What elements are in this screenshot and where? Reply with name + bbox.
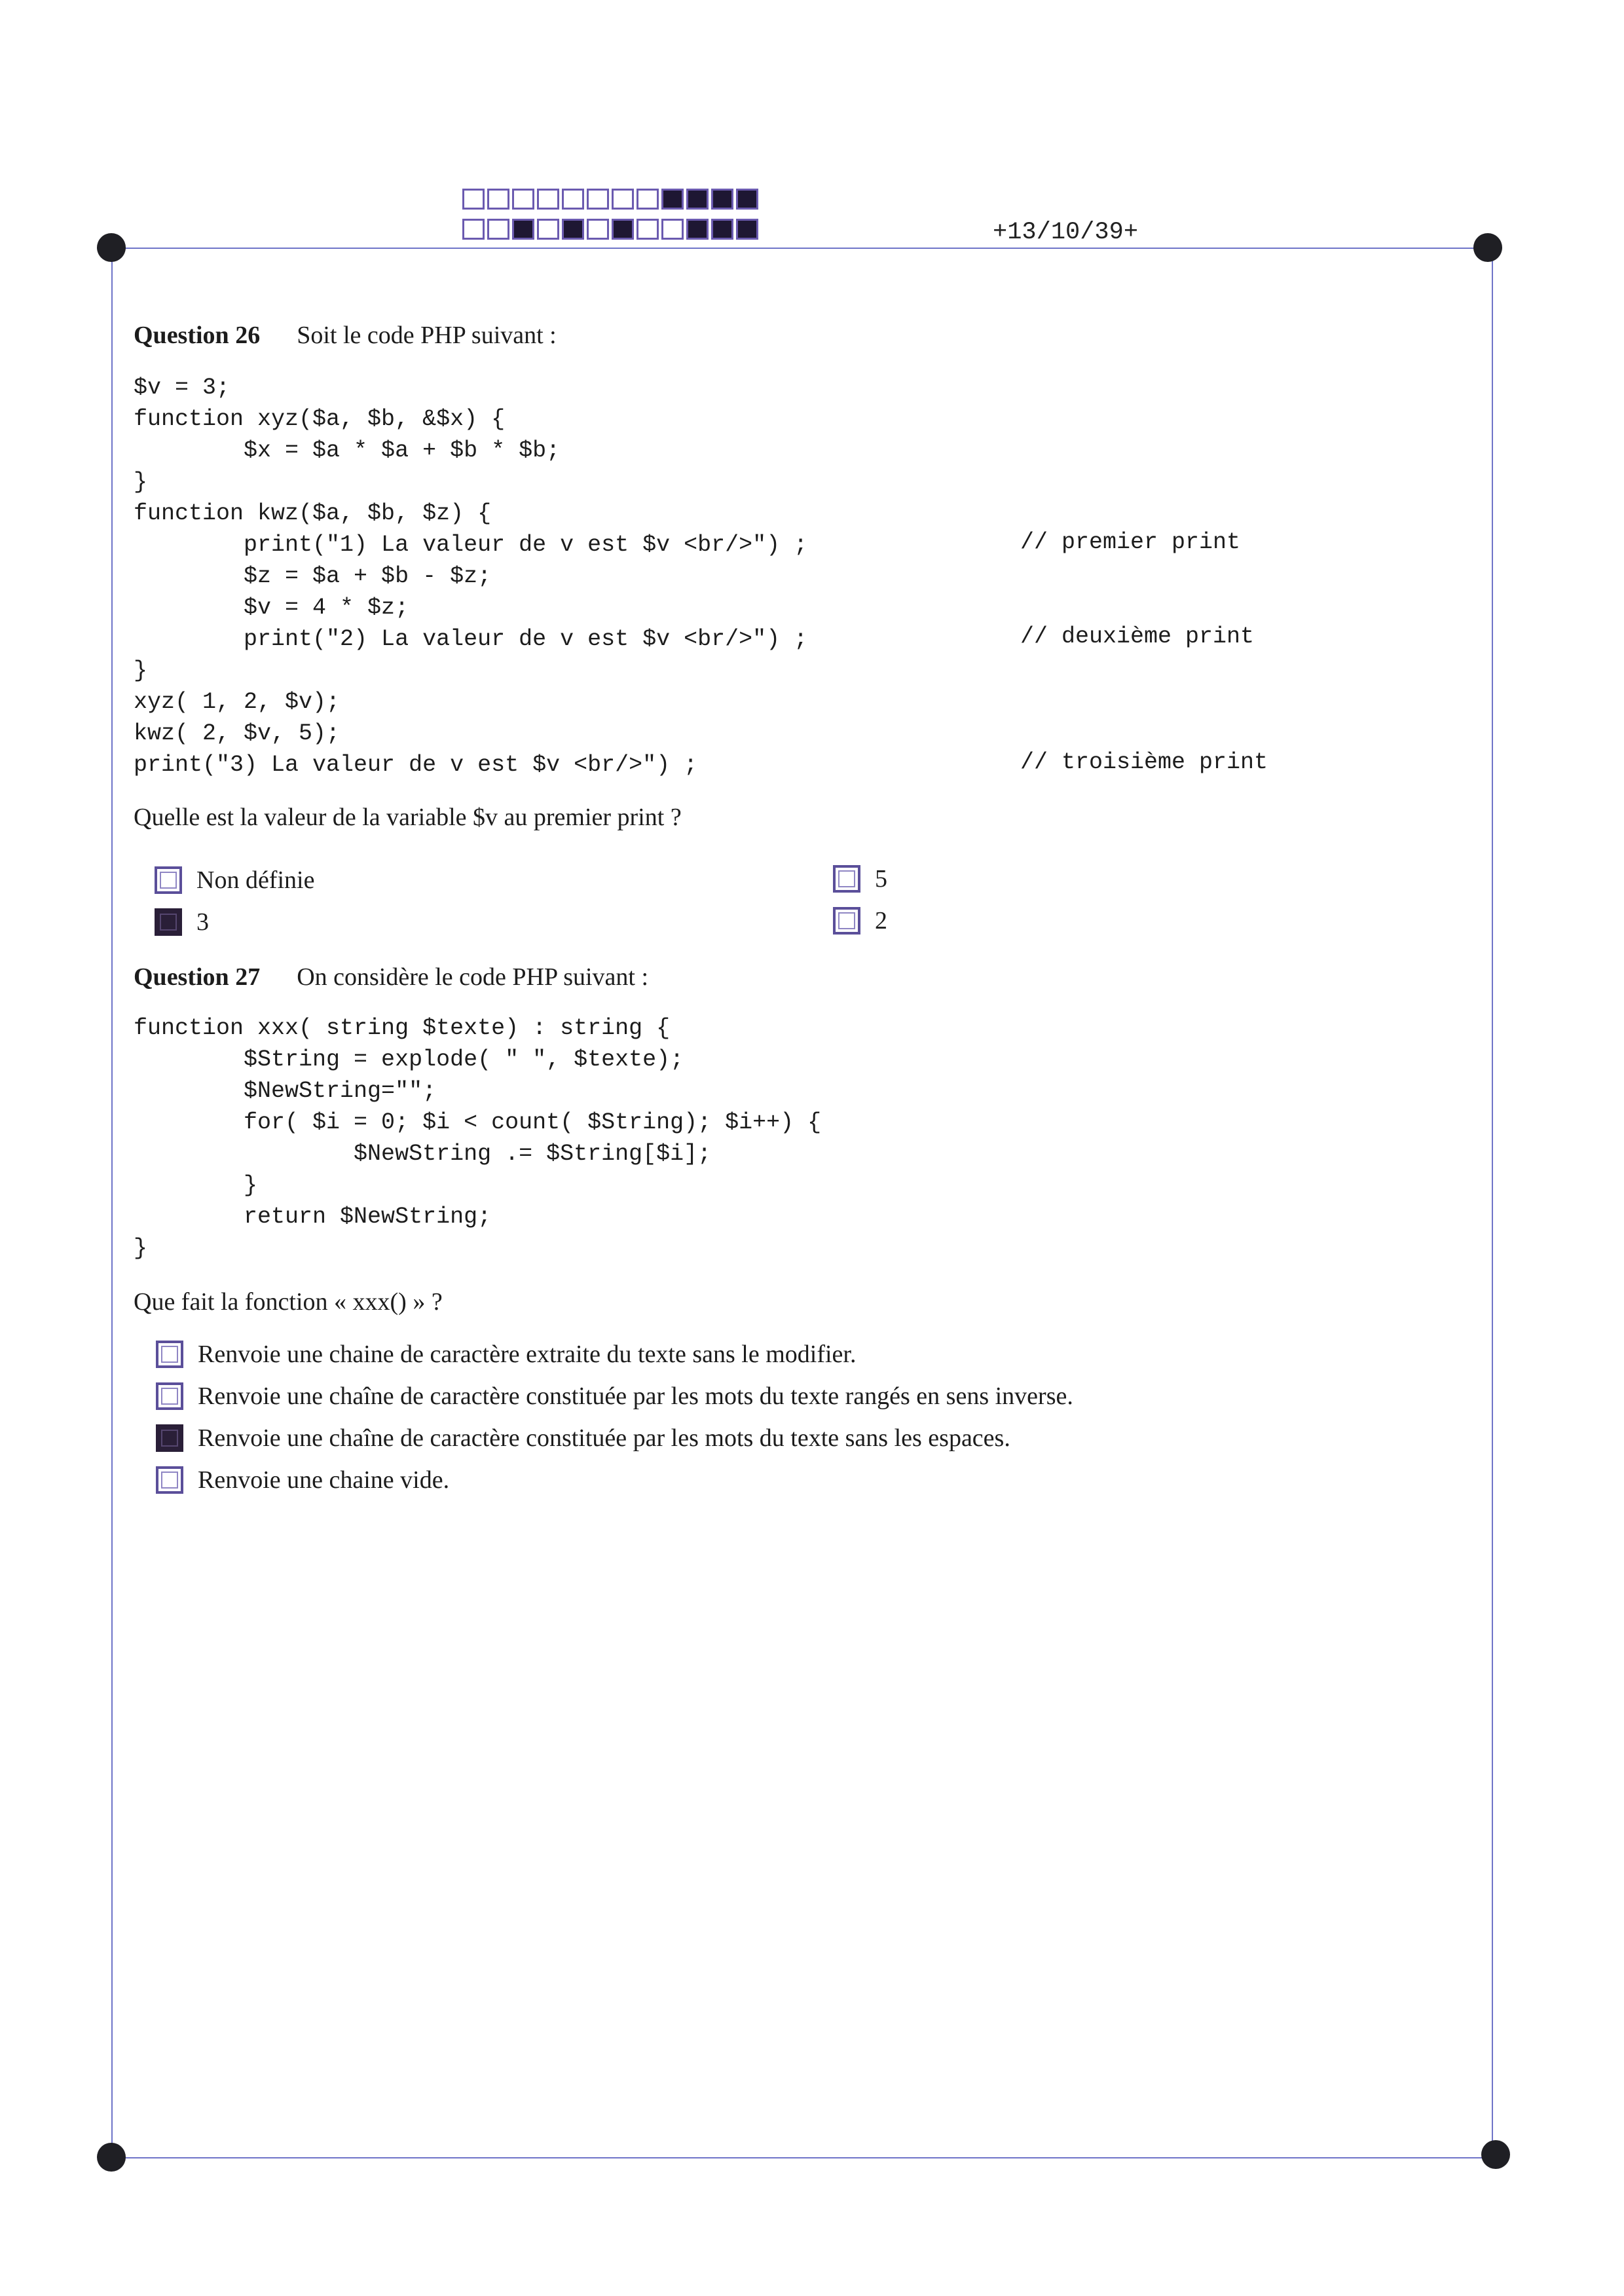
option-label: Renvoie une chaîne de caractère constituée par les mots du texte rangés en sens inverse. [198, 1382, 1073, 1410]
code-line: xyz( 1, 2, $v); [134, 689, 341, 715]
checkbox[interactable] [156, 1466, 183, 1494]
option-label: 3 [196, 908, 209, 936]
code-line: } [134, 469, 148, 495]
barcode-cell [587, 189, 609, 210]
page-id: +13/10/39+ [993, 219, 1139, 246]
barcode-cell [637, 219, 659, 240]
barcode-cell [661, 189, 684, 210]
q26-option-2[interactable] [833, 906, 887, 935]
code-line: } [134, 657, 148, 684]
checkbox[interactable] [833, 907, 860, 935]
comment-troisieme-print: // troisième print [1020, 749, 1268, 775]
barcode-cell [587, 219, 609, 240]
barcode-cell [562, 189, 584, 210]
barcode-cell [487, 219, 509, 240]
barcode-cell [711, 219, 733, 240]
option-label: 2 [875, 907, 887, 935]
code-line: $String = explode( " ", $texte); [134, 1046, 684, 1073]
barcode-cell [637, 189, 659, 210]
barcode-cell [736, 219, 758, 240]
option-label: Renvoie une chaine vide. [198, 1466, 450, 1494]
barcode-cell [562, 219, 584, 240]
checkbox[interactable] [156, 1341, 183, 1368]
code-line: } [134, 1235, 148, 1261]
q27-option-3[interactable] [156, 1424, 1010, 1453]
question-27-prompt: Que fait la fonction « xxx() » ? [134, 1288, 443, 1316]
question-27-intro: On considère le code PHP suivant : [297, 963, 649, 991]
code-line: print("1) La valeur de v est $v <br/>") ; [134, 532, 808, 558]
q26-option-3[interactable] [155, 908, 209, 936]
corner-mark-top-left [97, 233, 126, 262]
checkbox[interactable] [155, 866, 182, 894]
code-line: function kwz($a, $b, $z) { [134, 500, 492, 527]
barcode-cell [512, 189, 534, 210]
option-label: 5 [875, 865, 887, 893]
barcode-cell [537, 189, 559, 210]
question-26-code [134, 372, 807, 781]
barcode-row-2 [462, 219, 761, 240]
question-26-prompt: Quelle est la valeur de la variable $v au premier print ? [134, 804, 682, 831]
code-line: } [134, 1172, 258, 1198]
checkbox[interactable] [833, 865, 860, 893]
question-26-label: Question 26 [134, 322, 261, 349]
corner-mark-top-right [1473, 233, 1502, 262]
code-line: print("3) La valeur de v est $v <br/>") ; [134, 752, 698, 778]
question-26-intro: Soit le code PHP suivant : [297, 322, 557, 349]
barcode-cell [711, 189, 733, 210]
q27-option-2[interactable] [156, 1382, 1073, 1411]
question-26-header [134, 321, 557, 350]
code-line: $NewString=""; [134, 1078, 437, 1104]
q27-option-1[interactable] [156, 1340, 856, 1369]
code-line: function xxx( string $texte) : string { [134, 1015, 671, 1041]
q27-option-4[interactable] [156, 1466, 449, 1494]
code-line: $NewString .= $String[$i]; [134, 1141, 712, 1167]
q26-option-non-definie[interactable] [155, 866, 314, 895]
code-line: return $NewString; [134, 1204, 492, 1230]
barcode-cell [512, 219, 534, 240]
corner-mark-bottom-left [97, 2143, 126, 2172]
code-line: $v = 3; [134, 375, 231, 401]
barcode-cell [612, 189, 634, 210]
q26-option-5[interactable] [833, 864, 887, 893]
question-27-header [134, 963, 648, 991]
barcode-cell [661, 219, 684, 240]
barcode-cell [736, 189, 758, 210]
barcode-cell [462, 219, 485, 240]
corner-mark-bottom-right [1481, 2140, 1510, 2169]
code-line: $v = 4 * $z; [134, 595, 409, 621]
checkbox[interactable] [156, 1382, 183, 1410]
comment-deuxieme-print: // deuxième print [1020, 623, 1255, 650]
barcode-row-1 [462, 189, 761, 210]
question-27-code [134, 1012, 821, 1264]
code-line: print("2) La valeur de v est $v <br/>") ; [134, 626, 808, 652]
code-line: $z = $a + $b - $z; [134, 563, 492, 589]
code-line: for( $i = 0; $i < count( $String); $i++) { [134, 1109, 822, 1136]
question-27-label: Question 27 [134, 963, 261, 991]
code-line: function xyz($a, $b, &$x) { [134, 406, 506, 432]
barcode-cell [686, 189, 709, 210]
checkbox[interactable] [156, 1424, 183, 1452]
barcode-cell [612, 219, 634, 240]
code-line: kwz( 2, $v, 5); [134, 720, 341, 747]
barcode-cell [686, 219, 709, 240]
barcode-cell [462, 189, 485, 210]
option-label: Renvoie une chaine de caractère extraite du texte sans le modifier. [198, 1341, 857, 1368]
option-label: Renvoie une chaîne de caractère constituée par les mots du texte sans les espaces. [198, 1424, 1010, 1452]
barcode-cell [537, 219, 559, 240]
code-line: $x = $a * $a + $b * $b; [134, 437, 561, 464]
barcode-cell [487, 189, 509, 210]
option-label: Non définie [196, 866, 315, 894]
checkbox[interactable] [155, 908, 182, 936]
comment-premier-print: // premier print [1020, 529, 1241, 555]
